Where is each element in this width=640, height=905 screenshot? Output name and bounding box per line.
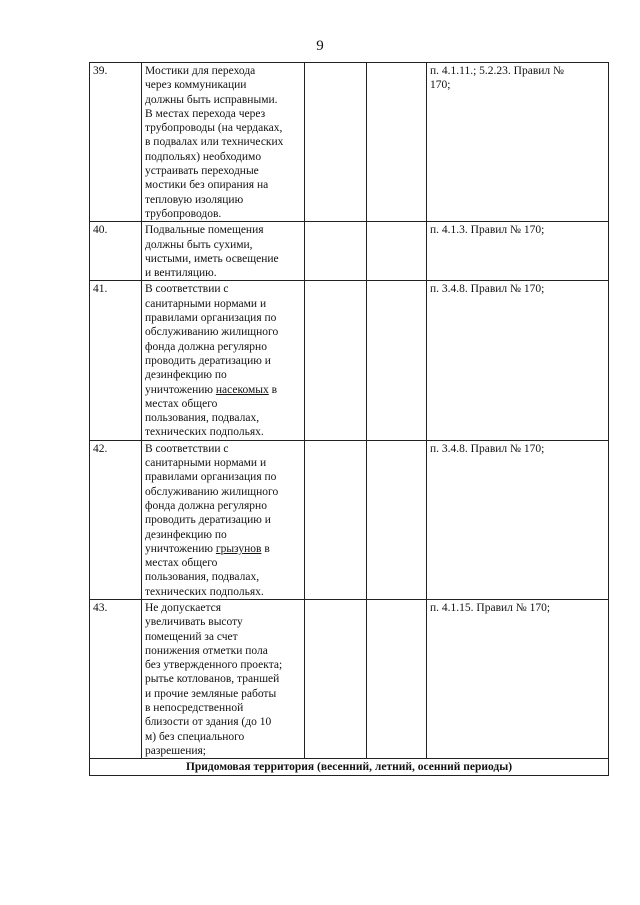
requirement-text: В соответствии с санитарными нормами и правилами организация по обслуживанию жилищного фонда должна регулярно проводить дератизацию и дезинфекцию по уничтожению грызунов в местах общего пользования, подвалах, технических подпольях.: [142, 440, 305, 599]
section-heading-row: [90, 759, 609, 775]
table-row: [90, 63, 609, 222]
underlined-word: насекомых: [215, 383, 269, 396]
requirement-text: Мостики для перехода через коммуникации должны быть исправными. В местах перехода через трубопроводы (на чердаках, в подвалах или технических подпольях) необходимо устраивать переходные мостики без опирания на тепловую изоляцию трубопроводов.: [142, 63, 305, 222]
empty-cell: [367, 281, 427, 440]
empty-cell: [305, 222, 367, 281]
requirement-text: Не допускается увеличивать высоту помещений за счет понижения отметки пола без утвержденного проекта; рытье котлованов, траншей и прочие земляные работы в непосредственной близости от здания (до 10 м) без специального разрешения;: [142, 599, 305, 758]
table-row: [90, 440, 609, 599]
regulation-reference: п. 4.1.3. Правил № 170;: [427, 222, 609, 281]
table-row: [90, 281, 609, 440]
row-number: 39.: [90, 63, 142, 222]
regulation-reference: п. 3.4.8. Правил № 170;: [427, 281, 609, 440]
requirement-text: Подвальные помещения должны быть сухими, чистыми, иметь освещение и вентиляцию.: [142, 222, 305, 281]
empty-cell: [367, 599, 427, 758]
empty-cell: [305, 599, 367, 758]
empty-cell: [305, 440, 367, 599]
section-heading: Придомовая территория (весенний, летний, осенний периоды): [90, 759, 609, 775]
table-row: [90, 599, 609, 758]
regulation-reference: п. 3.4.8. Правил № 170;: [427, 440, 609, 599]
row-number: 43.: [90, 599, 142, 758]
underlined-word: грызунов: [215, 542, 262, 555]
page-number: 9: [316, 38, 324, 54]
row-number: 40.: [90, 222, 142, 281]
regulation-reference: п. 4.1.11.; 5.2.23. Правил № 170;: [427, 63, 609, 222]
regulation-reference: п. 4.1.15. Правил № 170;: [427, 599, 609, 758]
row-number: 41.: [90, 281, 142, 440]
table-row: [90, 222, 609, 281]
empty-cell: [305, 63, 367, 222]
empty-cell: [367, 63, 427, 222]
requirement-text: В соответствии с санитарными нормами и правилами организация по обслуживанию жилищного фонда должна регулярно проводить дератизацию и дезинфекцию по уничтожению насекомых в местах общего пользования, подвалах, технических подпольях.: [142, 281, 305, 440]
empty-cell: [305, 281, 367, 440]
empty-cell: [367, 440, 427, 599]
empty-cell: [367, 222, 427, 281]
row-number: 42.: [90, 440, 142, 599]
checklist-table: [89, 62, 609, 776]
